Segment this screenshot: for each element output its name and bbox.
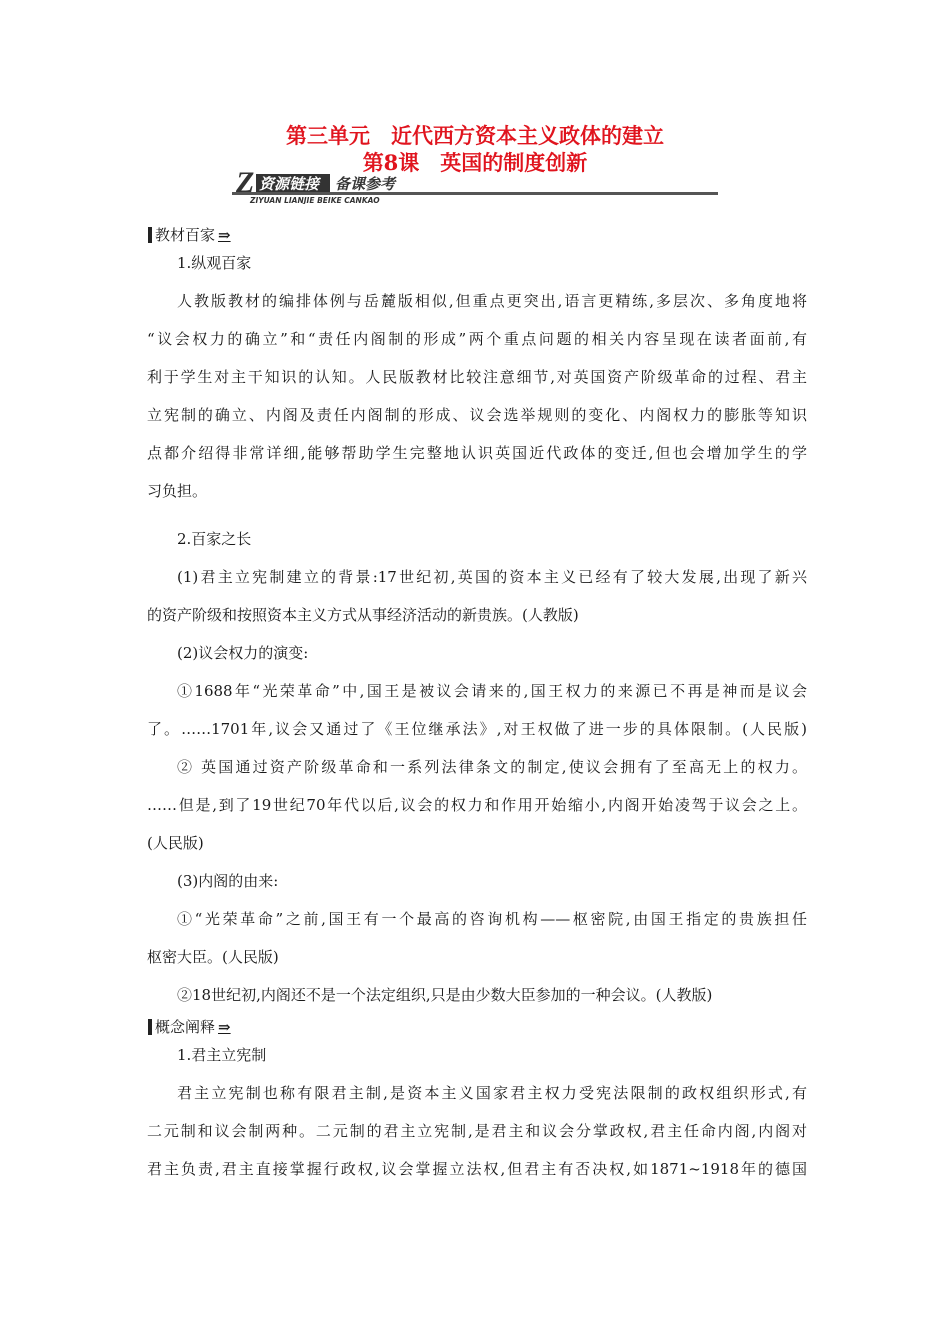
unit-title: 第三单元 近代西方资本主义政体的建立 xyxy=(286,123,664,148)
section-header-textbooks xyxy=(148,225,231,245)
paragraph-line: (1)君主立宪制建立的背景:17世纪初,英国的资本主义已经有了较大发展,出现了新兴 xyxy=(177,568,807,586)
paragraph-line: 了。……1701年,议会又通过了《王位继承法》,对王权做了进一步的具体限制。(人民版) xyxy=(147,720,807,738)
svg-text:Z: Z xyxy=(236,168,255,199)
paragraph-line: 君主立宪制也称有限君主制,是资本主义国家君主权力受宪法限制的政权组织形式,有 xyxy=(177,1084,807,1102)
section-label: 教材百家 xyxy=(155,226,216,244)
paragraph-line: 习负担。 xyxy=(147,482,208,500)
paragraph-line: 立宪制的确立、内阁及责任内阁制的形成、议会选举规则的变化、内阁权力的膨胀等知识 xyxy=(147,406,807,424)
arrow-icon: ⇒ xyxy=(218,1018,231,1036)
paragraph-line: 利于学生对主干知识的认知。人民版教材比较注意细节,对英国资产阶级革命的过程、君主 xyxy=(147,368,807,386)
banner-main-text: 资源链接 xyxy=(259,175,320,193)
paragraph-line: 君主负责,君主直接掌握行政权,议会掌握立法权,但君主有否决权,如1871~1918年的德国 xyxy=(147,1160,807,1178)
section-label: 概念阐释 xyxy=(155,1018,216,1036)
paragraph-line: ……但是,到了19世纪70年代以后,议会的权力和作用开始缩小,内阁开始凌驾于议会之上。 xyxy=(147,796,807,814)
resource-link-banner xyxy=(232,168,718,204)
paragraph-line: ①“光荣革命”之前,国王有一个最高的咨询机构——枢密院,由国王指定的贵族担任 xyxy=(177,910,807,928)
paragraph-line: 1.君主立宪制 xyxy=(177,1046,267,1064)
paragraph-line: (3)内阁的由来: xyxy=(177,872,279,890)
paragraph-line: 人教版教材的编排体例与岳麓版相似,但重点更突出,语言更精练,多层次、多角度地将 xyxy=(177,292,807,310)
arrow-icon: ⇒ xyxy=(218,226,231,244)
lesson-title: 第8课 英国的制度创新 xyxy=(362,150,588,175)
paragraph-line: 点都介绍得非常详细,能够帮助学生完整地认识英国近代政体的变迁,但也会增加学生的学 xyxy=(147,444,807,462)
paragraph-line: 1.纵观百家 xyxy=(177,254,252,272)
banner-sub-text: 备课参考 xyxy=(335,175,396,193)
paragraph-line: ② 英国通过资产阶级革命和一系列法律条文的制定,使议会拥有了至高无上的权力。 xyxy=(177,758,807,776)
paragraph-line: 2.百家之长 xyxy=(177,530,252,548)
section-header-concepts xyxy=(148,1017,231,1037)
paragraph-line: ①1688年“光荣革命”中,国王是被议会请来的,国王权力的来源已不再是神而是议会 xyxy=(177,682,807,700)
banner-pinyin: ZIYUAN LIANJIE BEIKE CANKAO xyxy=(250,196,380,204)
paragraph-line: (人民版) xyxy=(147,834,204,852)
paragraph-line: 的资产阶级和按照资本主义方式从事经济活动的新贵族。(人教版) xyxy=(147,606,579,624)
paragraph-line: ②18世纪初,内阁还不是一个法定组织,只是由少数大臣参加的一种会议。(人教版) xyxy=(177,986,713,1004)
paragraph-line: 枢密大臣。(人民版) xyxy=(147,948,279,966)
paragraph-line: 二元制和议会制两种。二元制的君主立宪制,是君主和议会分掌政权,君主任命内阁,内阁对 xyxy=(147,1122,807,1140)
paragraph-line: “议会权力的确立”和“责任内阁制的形成”两个重点问题的相关内容呈现在读者面前,有 xyxy=(147,330,807,348)
section-bar xyxy=(148,227,152,243)
paragraph-line: (2)议会权力的演变: xyxy=(177,644,309,662)
section-bar xyxy=(148,1019,152,1035)
